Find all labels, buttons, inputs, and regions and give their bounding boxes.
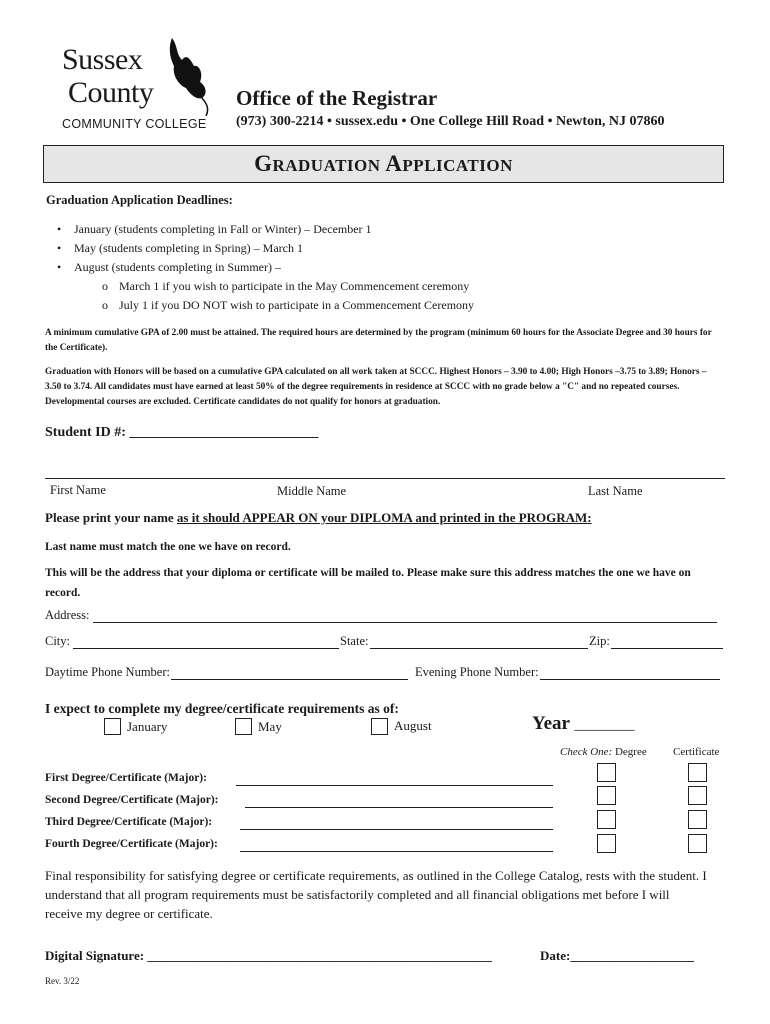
digital-signature-field[interactable]: Digital Signature: _____________________________________________________ [45, 948, 492, 963]
degree-checkbox[interactable] [597, 810, 616, 829]
gpa-note: A minimum cumulative GPA of 2.00 must be attained. The required hours are determined by the program (minimum 60 hours for the Associate Degree and 30 hours for the Certificate). [45, 328, 712, 353]
certificate-checkbox[interactable] [688, 834, 707, 853]
student-id-field[interactable]: Student ID #: ___________________________ [45, 425, 319, 440]
deadline-sub-item: o March 1 if you wish to participate in the May Commencement ceremony [102, 279, 470, 293]
completion-heading: I expect to complete my degree/certificate requirements as of: [45, 701, 399, 716]
name-instruction: Please print your name as it should APPEAR ON your DIPLOMA and printed in the PROGRAM: [45, 510, 592, 525]
form-title: GRADUATION APPLICATION [254, 151, 513, 176]
may-label: May [258, 719, 282, 734]
name-line[interactable] [45, 478, 725, 479]
logo-sussex: Sussex [62, 43, 143, 76]
city-label: City: [45, 634, 71, 648]
responsibility-statement: Final responsibility for satisfying degree or certificate requirements, as outlined in the College Catalog, rests with the student. I understand that all program requirements must be satisfactorily completed and all financial obligations met before I will receive my degree or certificate. [45, 868, 707, 921]
date-field[interactable]: Date:___________________ [540, 948, 694, 963]
second-degree-label: Second Degree/Certificate (Major): [45, 794, 219, 806]
deadline-item: • May (students completing in Spring) – March 1 [57, 241, 303, 255]
fourth-degree-label: Fourth Degree/Certificate (Major): [45, 838, 218, 850]
logo-county: County [68, 76, 154, 109]
daytime-phone-field[interactable] [171, 679, 408, 680]
degree-checkbox[interactable] [597, 763, 616, 782]
deadlines-heading: Graduation Application Deadlines: [46, 193, 233, 207]
certificate-checkbox[interactable] [688, 810, 707, 829]
may-checkbox[interactable] [235, 718, 252, 735]
january-checkbox[interactable] [104, 718, 121, 735]
degree-checkbox[interactable] [597, 834, 616, 853]
august-checkbox[interactable] [371, 718, 388, 735]
zip-label: Zip: [589, 634, 610, 648]
certificate-checkbox[interactable] [688, 786, 707, 805]
august-label: August [394, 718, 432, 733]
first-name-label: First Name [50, 483, 106, 497]
degree-checkbox[interactable] [597, 786, 616, 805]
check-one-degree-header: Check One: Degree [560, 746, 647, 758]
address-note: This will be the address that your diploma or certificate will be mailed to. Please make sure this address matches the one we have on record. [45, 567, 691, 599]
fourth-degree-field[interactable] [240, 851, 553, 852]
address-label: Address: [45, 608, 90, 622]
third-degree-field[interactable] [240, 829, 553, 830]
certificate-checkbox[interactable] [688, 763, 707, 782]
last-name-match-note: Last name must match the one we have on record. [45, 541, 291, 553]
evening-phone-field[interactable] [540, 679, 720, 680]
daytime-phone-label: Daytime Phone Number: [45, 665, 170, 679]
second-degree-field[interactable] [245, 807, 553, 808]
revision-label: Rev. 3/22 [45, 976, 80, 986]
last-name-label: Last Name [588, 484, 643, 498]
middle-name-label: Middle Name [277, 484, 347, 498]
office-title: Office of the Registrar [236, 86, 438, 110]
zip-field[interactable] [611, 648, 723, 649]
city-field[interactable] [73, 648, 339, 649]
form-title-box [43, 145, 724, 183]
deadline-sub-item: o July 1 if you DO NOT wish to participate in a Commencement Ceremony [102, 298, 475, 312]
evening-phone-label: Evening Phone Number: [415, 665, 539, 679]
logo-community-college: COMMUNITY COLLEGE [62, 117, 207, 131]
leaf-icon [160, 36, 212, 116]
state-label: State: [340, 634, 369, 648]
january-label: January [127, 719, 168, 734]
office-contact: (973) 300-2214 • sussex.edu • One College Hill Road • Newton, NJ 07860 [236, 114, 665, 129]
deadline-item: • January (students completing in Fall or Winter) – December 1 [57, 222, 372, 236]
address-field[interactable] [93, 622, 717, 623]
state-field[interactable] [370, 648, 588, 649]
honors-note: Graduation with Honors will be based on a cumulative GPA calculated on all work taken at SCCC. Highest Honors – 3.90 to 4.00; High Honors –3.75 to 3.89; Honors – 3.50 to 3.74. All candidates must have earned at least 50% of the degree requirements in residence at SCCC with no grade below a "C" and no repeated courses. Developmental courses are excluded. Certificate candidates do not qualify for honors at graduation. [45, 367, 707, 407]
certificate-header: Certificate [673, 746, 720, 758]
third-degree-label: Third Degree/Certificate (Major): [45, 816, 213, 828]
first-degree-label: First Degree/Certificate (Major): [45, 772, 207, 784]
first-degree-field[interactable] [236, 785, 553, 786]
year-field[interactable]: Year ________ [532, 713, 635, 734]
deadline-item: • August (students completing in Summer) – [57, 260, 281, 274]
